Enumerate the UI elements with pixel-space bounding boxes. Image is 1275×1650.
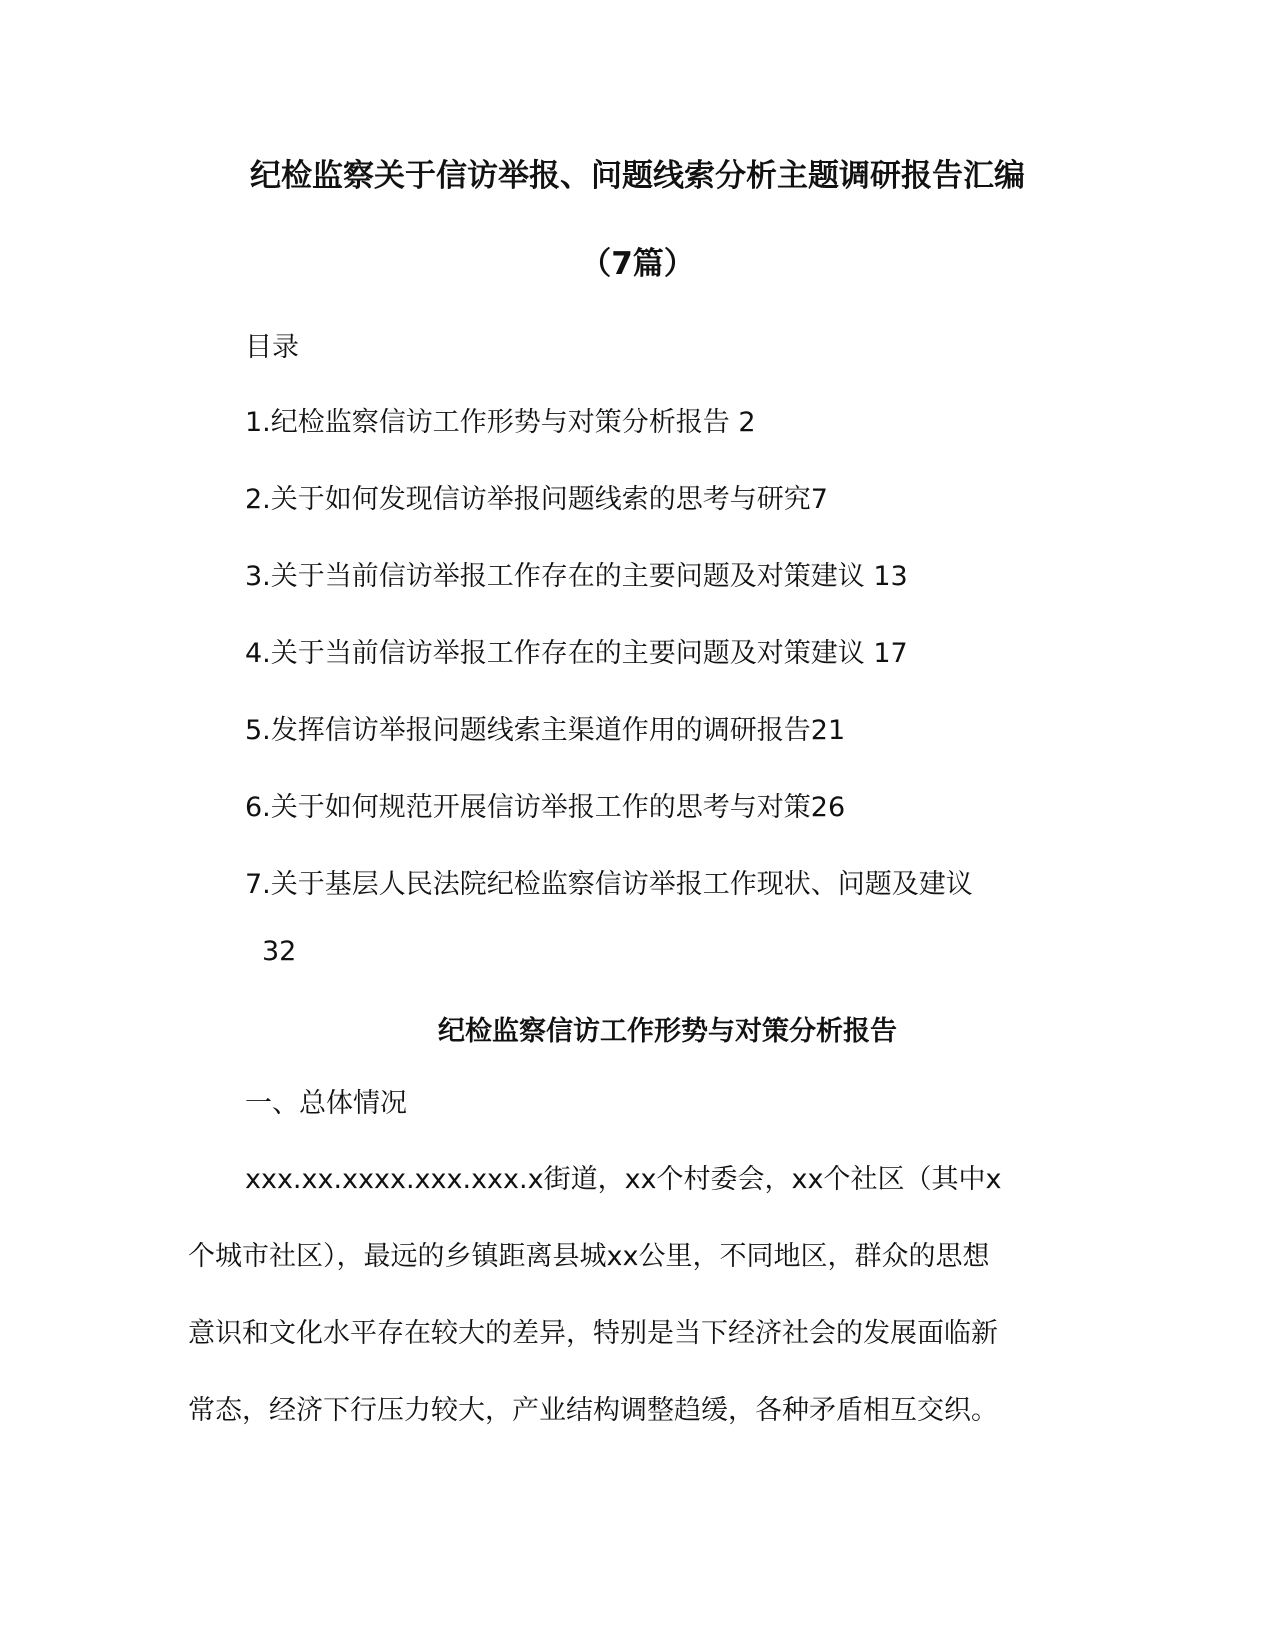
toc-item: 6.关于如何规范开展信访举报工作的思考与对策26 xyxy=(245,792,846,823)
toc-item: 7.关于基层人民法院纪检监察信访举报工作现状、问题及建议 xyxy=(245,869,973,900)
document-title: 纪检监察关于信访举报、问题线索分析主题调研报告汇编 xyxy=(250,158,1025,194)
toc-item: 3.关于当前信访举报工作存在的主要问题及对策建议 13 xyxy=(245,561,908,592)
toc-heading: 目录 xyxy=(245,332,299,363)
section-title: 纪检监察信访工作形势与对策分析报告 xyxy=(438,1016,897,1047)
paragraph-line: xxx.xx.xxxx.xxx.xxx.x街道，xx个村委会，xx个社区（其中x xyxy=(245,1164,1002,1195)
toc-item: 5.发挥信访举报问题线索主渠道作用的调研报告21 xyxy=(245,715,846,746)
document-title-count: （7篇） xyxy=(580,246,695,282)
paragraph-line: 个城市社区），最远的乡镇距离县城xx公里，不同地区，群众的思想 xyxy=(188,1241,990,1272)
paragraph-line: 意识和文化水平存在较大的差异，特别是当下经济社会的发展面临新 xyxy=(188,1318,998,1349)
sub-heading: 一、总体情况 xyxy=(245,1088,407,1119)
toc-item: 2.关于如何发现信访举报问题线索的思考与研究7 xyxy=(245,484,828,515)
toc-item: 1.纪检监察信访工作形势与对策分析报告 2 xyxy=(245,407,756,438)
toc-item-page-number: 32 xyxy=(262,936,297,967)
toc-item: 4.关于当前信访举报工作存在的主要问题及对策建议 17 xyxy=(245,638,908,669)
paragraph-line: 常态，经济下行压力较大，产业结构调整趋缓，各种矛盾相互交织。 xyxy=(188,1395,998,1426)
